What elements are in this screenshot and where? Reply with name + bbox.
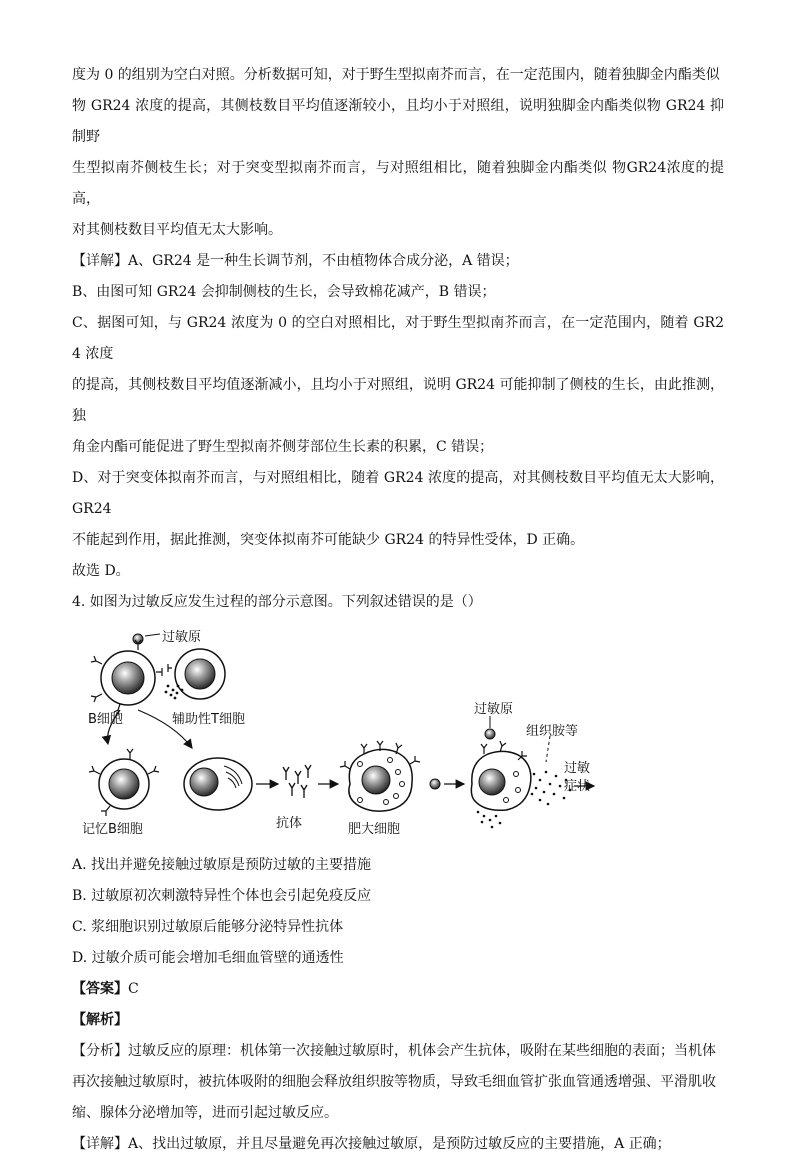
helper-t-label: 辅助性T细胞 — [172, 712, 245, 727]
mast-cell-icon — [340, 741, 420, 811]
answer-tag: 【答案】 — [72, 981, 128, 997]
text-line: 度为 0 的组别为空白对照。分析数据可知，对于野生型拟南芥而言，在一定范围内，随着独脚金内酯类似 — [72, 67, 720, 83]
b-cell-icon — [91, 640, 162, 715]
detail-a-text: A、GR24 是一种生长调节剂，不由植物体合成分泌，A 错误； — [128, 253, 519, 269]
antibody-label: 抗体 — [276, 816, 303, 831]
document-page — [72, 60, 724, 1160]
allergen-icon — [430, 779, 440, 789]
text-line: 物 GR24 浓度的提高，其侧枝数目平均值逐渐较小，且均小于对照组，说明独脚金内酯类似物 GR24 抑制野 — [72, 98, 724, 145]
detail-a — [72, 246, 724, 277]
detail-line — [72, 1129, 724, 1160]
detail-c3: 角金内酯可能促进了野生型拟南芥侧芽部位生长素的积累，C 错误； — [72, 439, 494, 455]
choose-line: 故选 D。 — [72, 563, 130, 579]
degranulating-mast-cell-icon — [471, 741, 531, 828]
detail-tag: 【详解】 — [72, 253, 128, 269]
b-cell-label: B细胞 — [88, 712, 123, 727]
allergen-right-label: 过敏原 — [474, 702, 514, 717]
option-a: A. 找出并避免接触过敏原是预防过敏的主要措施 — [72, 857, 372, 873]
plasma-cell-icon — [184, 758, 252, 810]
option-b: B. 过敏原初次刺激特异性个体也会引起免疫反应 — [72, 888, 372, 904]
detail-b: B、由图可知 GR24 会抑制侧枝的生长，会导致棉花减产，B 错误； — [72, 284, 496, 300]
detail-d1: D、对于突变体拟南芥而言，与对照组相比，随着 GR24 浓度的提高，对其侧枝数目平均值无太大影响，GR24 — [72, 470, 724, 517]
allergen-right-icon — [485, 716, 495, 739]
allergy-diagram — [80, 624, 600, 844]
text-line: 生型拟南芥侧枝生长；对于突变型拟南芥而言，与对照组相比，随着独脚金内酯类似 物GR24浓度的提高， — [72, 160, 724, 207]
option-c: C. 浆细胞识别过敏原后能够分泌特异性抗体 — [72, 919, 344, 935]
detail-c1: C、据图可知，与 GR24 浓度为 0 的空白对照相比，对于野生型拟南芥而言，在一定范围内，随着 GR24 浓度 — [72, 315, 724, 362]
answer-value: C — [128, 981, 139, 997]
histamine-label: 组织胺等 — [526, 724, 579, 739]
answer-line — [72, 974, 724, 1005]
detail-tag-2: 【详解】 — [72, 1136, 128, 1152]
helper-t-cell-icon — [165, 649, 225, 699]
allergy-diagram-svg — [80, 624, 600, 844]
text-line: 对其侧枝数目平均值无太大影响。 — [72, 222, 282, 238]
detail-a-2: A、找出过敏原，并且尽量避免再次接触过敏原，是预防过敏反应的主要措施，A 正确； — [128, 1136, 671, 1152]
symptom-label: 过敏 症状 — [564, 761, 591, 794]
fenxi-line-3: 缩、腺体分泌增加等，进而引起过敏反应。 — [72, 1105, 338, 1121]
fenxi-tag: 【分析】 — [72, 1043, 128, 1059]
allergen-top-label: 过敏原 — [162, 630, 202, 645]
question-stem: 4. 如图为过敏反应发生过程的部分示意图。下列叙述错误的是（） — [72, 594, 482, 610]
memory-b-cell-icon — [89, 749, 159, 816]
fenxi-line-2: 再次接触过敏原时，被抗体吸附的细胞会释放组织胺等物质，导致毛细血管扩张血管通透增强、平滑肌收 — [72, 1074, 716, 1090]
fenxi-line-1 — [72, 1036, 724, 1067]
detail-d2: 不能起到作用，据此推测，突变体拟南芥可能缺少 GR24 的特异性受体，D 正确。 — [72, 532, 585, 548]
analysis-tag: 【解析】 — [72, 1012, 128, 1028]
mast-cell-label: 肥大细胞 — [348, 822, 401, 837]
fenxi-text-1: 过敏反应的原理：机体第一次接触过敏原时，机体会产生抗体，吸附在某些细胞的表面；当机体 — [128, 1043, 716, 1059]
antibody-icon — [283, 765, 311, 798]
option-d: D. 过敏介质可能会增加毛细血管壁的通透性 — [72, 950, 344, 966]
detail-c2: 的提高，其侧枝数目平均值逐渐减小，且均小于对照组，说明 GR24 可能抑制了侧枝的生长，由此推测，独 — [72, 377, 724, 424]
memory-b-label: 记忆B细胞 — [82, 822, 143, 837]
